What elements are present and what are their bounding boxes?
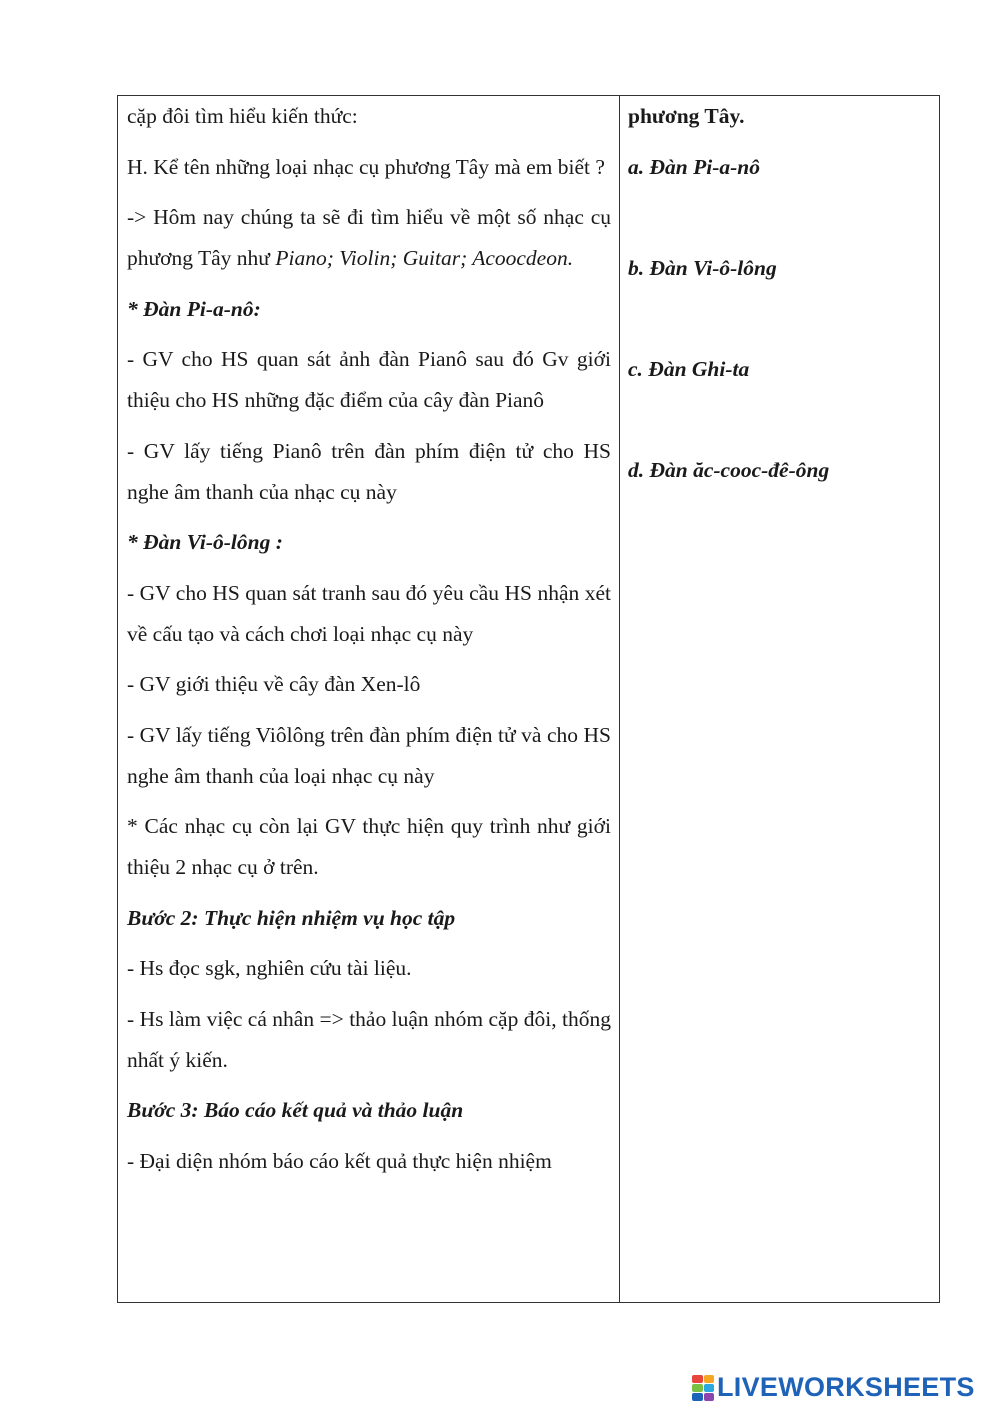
lesson-table	[117, 95, 940, 1303]
piano-sound-text: - GV lấy tiếng Pianô trên đàn phím điện tử cho HS nghe âm thanh của nhạc cụ này	[127, 438, 611, 504]
brand-name: LIVEWORKSHEETS	[717, 1372, 975, 1402]
step3-report-text: - Đại diện nhóm báo cáo kết quả thực hiện nhiệm	[127, 1148, 552, 1173]
result-item-b: b. Đàn Vi-ô-lông	[628, 256, 777, 280]
liveworksheets-brand[interactable]	[692, 1372, 975, 1403]
intro-text: cặp đôi tìm hiểu kiến thức:	[127, 104, 358, 128]
result-item-c: c. Đàn Ghi-ta	[628, 357, 750, 381]
violin-heading: * Đàn Vi-ô-lông :	[127, 530, 283, 554]
results-heading: phương Tây.	[628, 104, 745, 128]
results-column	[628, 96, 933, 491]
result-item-a: a. Đàn Pi-a-nô	[628, 155, 760, 179]
result-item-d: d. Đàn ăc-cooc-đê-ông	[628, 458, 830, 482]
violin-sound-text: - GV lấy tiếng Viôlông trên đàn phím điện tử và cho HS nghe âm thanh của loại nhạc cụ này	[127, 722, 611, 788]
other-instruments-text: * Các nhạc cụ còn lại GV thực hiện quy trình như giới thiệu 2 nhạc cụ ở trên.	[127, 814, 611, 879]
intro-instruments-text	[127, 197, 611, 279]
column-divider	[619, 96, 620, 1302]
liveworksheets-logo-icon	[692, 1375, 714, 1401]
piano-heading: * Đàn Pi-a-nô:	[127, 296, 261, 321]
instrument-names: Piano; Violin; Guitar; Acoocdeon.	[275, 246, 574, 270]
activities-column	[127, 96, 611, 1191]
violin-observe-text: - GV cho HS quan sát tranh sau đó yêu cầu HS nhận xét về cấu tạo và cách chơi loại nhạc cụ này	[127, 580, 611, 646]
step2-discuss-text: - Hs làm việc cá nhân => thảo luận nhóm cặp đôi, thống nhất ý kiến.	[127, 1006, 611, 1072]
step2-heading: Bước 2: Thực hiện nhiệm vụ học tập	[127, 905, 456, 930]
question-text: H. Kể tên những loại nhạc cụ phương Tây mà em biết ?	[127, 154, 605, 179]
step2-read-text: - Hs đọc sgk, nghiên cứu tài liệu.	[127, 956, 412, 980]
piano-observe-text: - GV cho HS quan sát ảnh đàn Pianô sau đó Gv giới thiệu cho HS những đặc điểm của cây đàn Pianô	[127, 347, 611, 412]
step3-heading: Bước 3: Báo cáo kết quả và thảo luận	[127, 1098, 464, 1122]
intro-instruments-prefix: -> Hôm nay chúng ta sẽ đi tìm hiểu về một số nhạc cụ phương Tây như	[127, 205, 611, 270]
cello-intro-text: - GV giới thiệu về cây đàn Xen-lô	[127, 672, 421, 696]
